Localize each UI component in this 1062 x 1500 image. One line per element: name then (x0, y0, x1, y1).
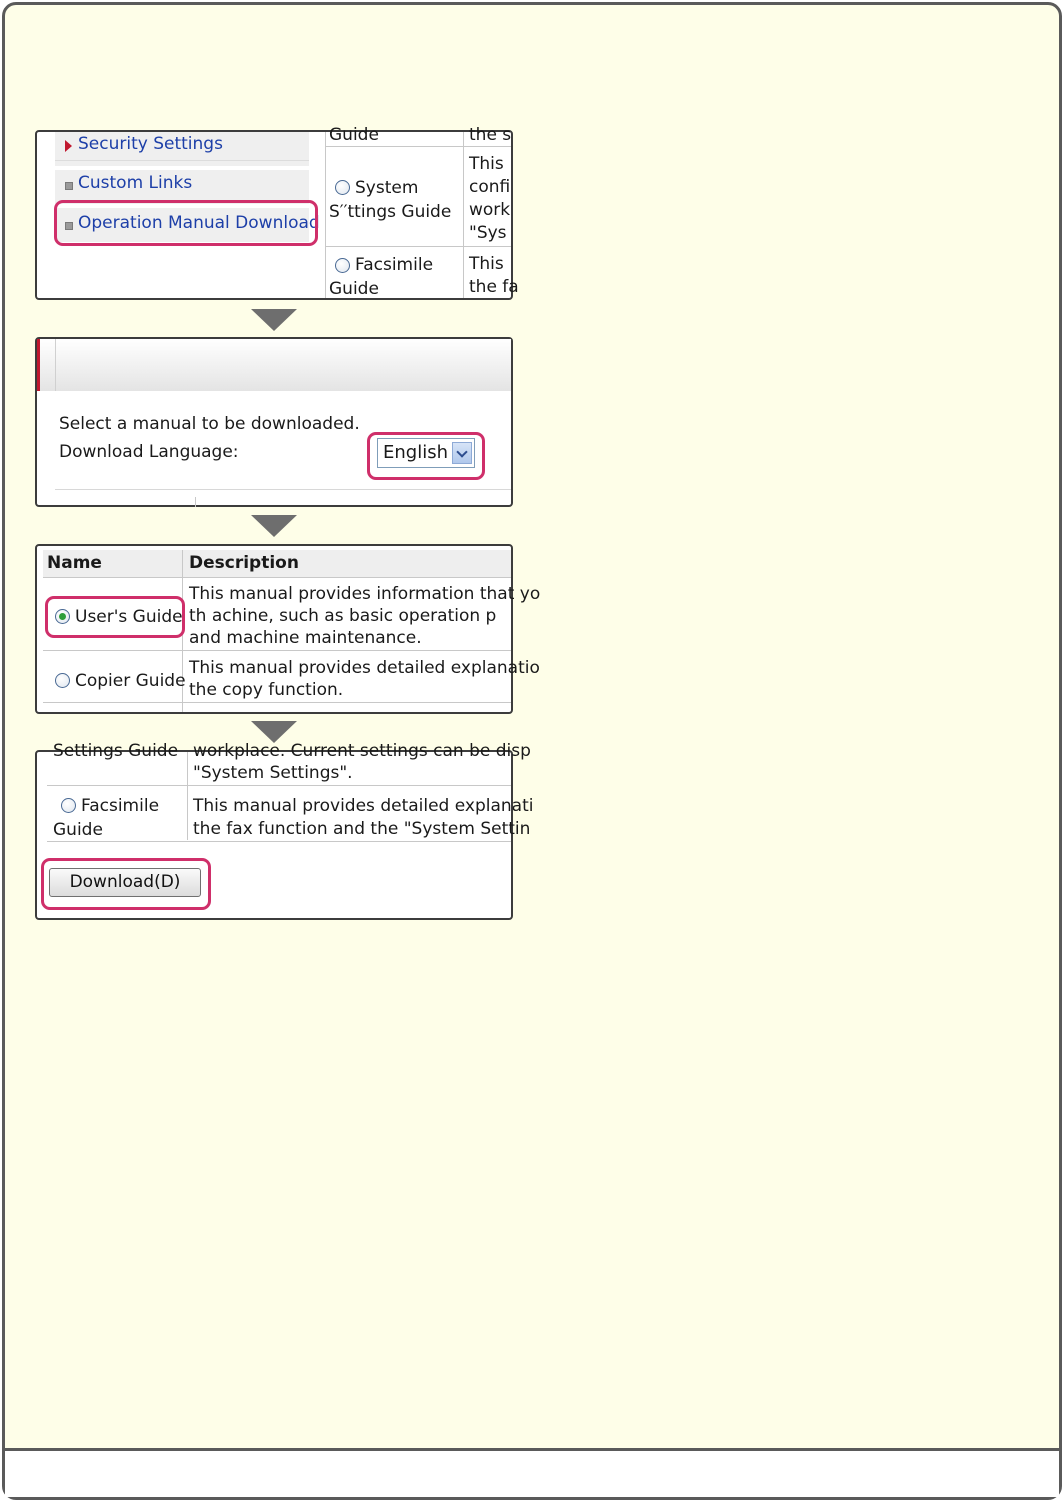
screenshot-panel-menu (35, 125, 519, 300)
row-name-line2: S′′ttings Guide (329, 202, 452, 222)
row-name: User's Guide (75, 607, 183, 627)
clipped-desc: the s (469, 125, 512, 145)
row-desc-line: work (469, 200, 511, 220)
header-bar (37, 339, 511, 391)
step-arrow-icon (251, 515, 297, 537)
language-select-value: English (383, 442, 448, 463)
highlight-frame (45, 596, 185, 638)
page-frame (2, 2, 1062, 1500)
nav-operation-manual-download[interactable]: Operation Manual Download (78, 213, 320, 233)
download-button[interactable]: Download(D) (49, 868, 201, 897)
table-border (43, 650, 511, 651)
row-name-line2: Guide (53, 820, 103, 840)
table-border (325, 132, 326, 298)
language-label: Download Language: (59, 442, 239, 462)
screenshot-panel-language (35, 337, 513, 507)
row-desc-line: "System Settings". (193, 763, 353, 783)
row-desc-line: and machine maintenance. (189, 628, 422, 648)
radio-system-settings-guide[interactable] (335, 180, 350, 195)
row-name: Copier Guide (75, 671, 186, 691)
screenshot-panel-download (35, 741, 534, 920)
highlight-frame (54, 200, 318, 246)
bullet-icon (65, 182, 73, 190)
row-desc-line: th achine, such as basic operation p (189, 606, 497, 626)
highlight-frame (41, 858, 211, 910)
table-border (43, 577, 511, 578)
row-name-line1: Facsimile (355, 255, 434, 275)
footer-band (5, 1448, 1059, 1497)
row-desc-line: This manual provides detailed explanatio (189, 658, 540, 678)
divider (55, 339, 56, 391)
row-name-line1: Facsimile (81, 796, 160, 816)
divider (55, 160, 309, 161)
clipped-name: Guide (329, 125, 379, 145)
step-arrow-icon (251, 309, 297, 331)
row-desc-line: This (469, 254, 504, 274)
nav-security-settings[interactable]: Security Settings (78, 134, 223, 154)
row-desc-line: This (469, 154, 504, 174)
nav-custom-links[interactable]: Custom Links (78, 173, 193, 193)
table-border (47, 841, 511, 842)
row-desc-line: This manual provides information that yo (189, 584, 541, 604)
highlight-frame (367, 432, 485, 480)
divider (55, 489, 511, 490)
radio-facsimile-guide[interactable] (335, 258, 350, 273)
row-name-line1: System (355, 178, 419, 198)
active-arrow-icon (65, 140, 72, 152)
radio-facsimile-guide[interactable] (61, 798, 76, 813)
radio-copier-guide[interactable] (55, 673, 70, 688)
table-border (463, 132, 464, 298)
table-border (43, 702, 511, 703)
accent-bar (37, 339, 40, 391)
row-desc-line: the fa (469, 277, 519, 297)
divider (195, 497, 196, 507)
table-border (47, 785, 511, 786)
row-desc-line: the copy function. (189, 680, 344, 700)
row-name-line2: Guide (329, 279, 379, 299)
table-border (187, 752, 188, 840)
row-desc-line: confi (469, 177, 511, 197)
col-header-description: Description (189, 553, 299, 573)
table-border (325, 146, 511, 147)
table-border (325, 246, 511, 247)
row-desc-line: This manual provides detailed explanati (193, 796, 534, 816)
clipped-desc: workplace. Current settings can be disp (193, 741, 531, 761)
screenshot-panel-manual-list (35, 544, 541, 714)
clipped-name: Settings Guide (53, 741, 179, 761)
row-desc-line: the fax function and the "System Settin (193, 819, 531, 839)
row-desc-line: "Sys (469, 223, 507, 243)
instruction-text: Select a manual to be downloaded. (59, 414, 360, 434)
col-header-name: Name (47, 553, 102, 573)
